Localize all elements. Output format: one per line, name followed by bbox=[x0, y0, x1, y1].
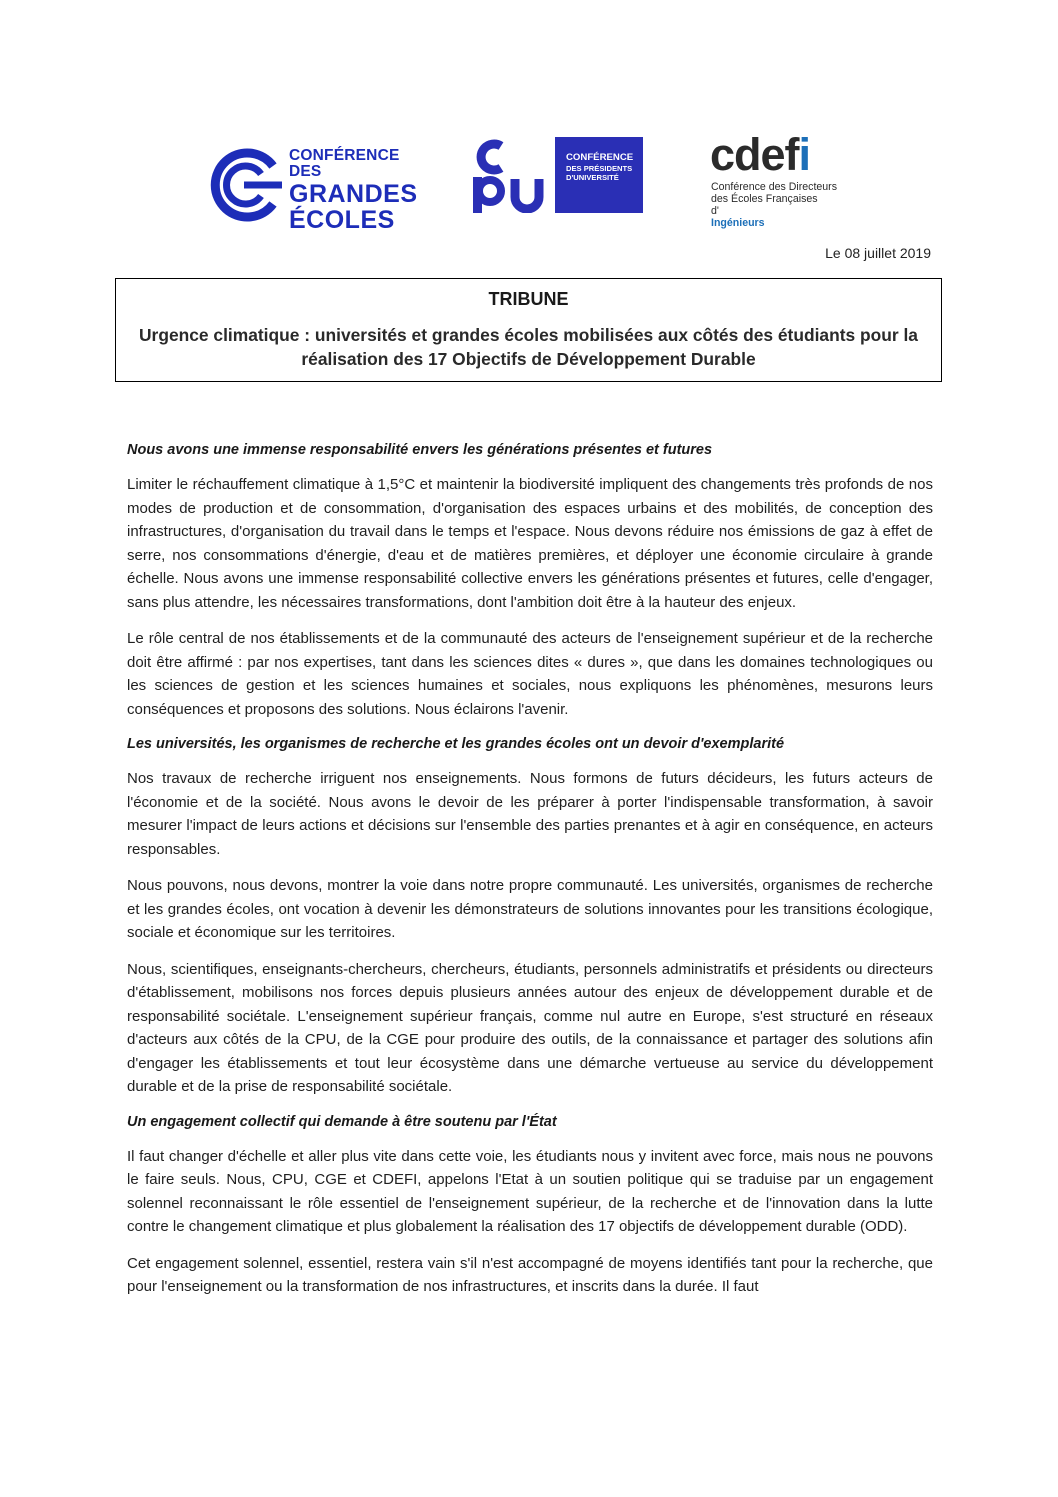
document-date: Le 08 juillet 2019 bbox=[825, 245, 931, 261]
paragraph: Nos travaux de recherche irriguent nos enseignements. Nous formons de futurs décideurs, les futurs acteurs de l'économie et de la société. Nous avons le devoir de les préparer à porter l'indispensable transformation, à savoir mesurer l'impact de leurs actions et décisions sur l'ensemble des parties prenantes et à agir en conséquence, en acteurs responsables. bbox=[127, 770, 933, 858]
paragraph: Le rôle central de nos établissements et de la communauté des acteurs de l'enseignement supérieur et de la recherche doit être affirmé : par nos expertises, tant dans les sciences dites « dures », que dans les domaines technologiques ou les sciences de gestion et les sciences humaines et sociales, nous expliquons les phénomènes, mesurons leurs conséquences et proposons des solutions. Nous éclairons l'avenir. bbox=[127, 630, 933, 718]
cdefi-subtitle bbox=[711, 181, 837, 229]
cge-emblem-icon bbox=[207, 146, 283, 224]
cdefi-word-dark: cdef bbox=[710, 129, 799, 180]
cdefi-logo bbox=[709, 129, 859, 229]
cdefi-line3-blue: Ingénieurs bbox=[711, 217, 765, 229]
cpu-line3: D'UNIVERSITÉ bbox=[566, 173, 619, 183]
cdefi-wordmark bbox=[710, 129, 811, 180]
cge-line3: ÉCOLES bbox=[289, 206, 395, 234]
article-body bbox=[127, 440, 933, 1299]
paragraph: Nous pouvons, nous devons, montrer la voie dans notre propre communauté. Les universités, organismes de recherche et les grandes écoles, ont vocation à devenir les démonstrateurs de solutions innovantes pour les transitions écologique, sociale et économique sur les territoires. bbox=[127, 877, 933, 941]
cpu-wordmark bbox=[555, 137, 643, 213]
paragraph: Limiter le réchauffement climatique à 1,5°C et maintenir la biodiversité impliquent des changements très profonds de nos modes de production et de consommation, d'organisation des espaces urbains et des mobilités, de conception des infrastructures, d'organisation du travail dans le temps et l'espace. Nous devons réduire nos émissions de gaz à effet de serre, nos consommations d'énergie, d'eau et de matières premières, et déployer une économie circulaire à grande échelle. Nous avons une immense responsabilité collective envers les générations présentes et futures, celle d'engager, sans plus attendre, les nécessaires transformations, dont l'ambition doit être à la hauteur des enjeux. bbox=[127, 476, 933, 611]
title-headline: Urgence climatique : universités et grandes écoles mobilisées aux côtés des étudiants pour la réalisation des 17 Objectifs de Développement Durable bbox=[139, 325, 918, 369]
section-heading: Un engagement collectif qui demande à être soutenu par l'État bbox=[127, 1113, 557, 1130]
paragraph: Nous, scientifiques, enseignants-chercheurs, chercheurs, étudiants, personnels administratifs et présidents ou directeurs d'établissement, mobilisons nos forces depuis plusieurs années autour des enjeux de développement durable et de responsabilité sociétale. L'enseignement supérieur français, comme nul autre en Europe, s'est structuré en réseaux d'acteurs aux côtés de la CPU, de la CGE pour produire des outils, de la connaissance et partager des solutions afin d'engager les établissements et tout leur écosystème dans une démarche vertueuse au service du développement durable et de la prise de responsabilité sociétale. bbox=[127, 960, 933, 1095]
cpu-letters-icon bbox=[471, 137, 551, 213]
cge-line1: CONFÉRENCE DES bbox=[289, 147, 400, 180]
section-heading: Nous avons une immense responsabilité envers les générations présentes et futures bbox=[127, 442, 713, 458]
cdefi-line1: Conférence des Directeurs bbox=[711, 181, 838, 193]
paragraph: Cet engagement solennel, essentiel, restera vain s'il n'est accompagné de moyens identifiés tant pour la recherche, que pour l'enseignement ou la transformation de nos infrastructures, et inscrits dans la durée. Il faut bbox=[127, 1254, 933, 1295]
title-kicker: TRIBUNE bbox=[488, 289, 569, 309]
title-box bbox=[115, 278, 942, 382]
cpu-logo bbox=[471, 137, 643, 213]
cge-line2: GRANDES bbox=[289, 180, 418, 208]
cge-wordmark bbox=[289, 148, 422, 234]
cdefi-line3 bbox=[711, 205, 837, 229]
section-heading: Les universités, les organismes de recherche et les grandes écoles ont un devoir d'exemplarité bbox=[127, 736, 785, 752]
cpu-line1: CONFÉRENCE bbox=[566, 152, 634, 163]
paragraph: Il faut changer d'échelle et aller plus vite dans cette voie, les étudiants nous y invitent avec force, mais nous ne pouvons le faire seuls. Nous, CPU, CGE et CDEFI, appelons l'Etat à un soutien politique qui se traduise par un engagement solennel reconnaissant le rôle essentiel de l'enseignement supérieur, de la recherche et de l'innovation dans la lutte contre le changement climatique et plus globalement la réalisation des 17 objectifs de développement durable (ODD). bbox=[127, 1147, 933, 1235]
cdefi-word-blue: i bbox=[798, 129, 811, 180]
cge-logo bbox=[207, 146, 422, 234]
cdefi-line2: des Écoles Françaises bbox=[711, 193, 818, 205]
cdefi-line3-prefix: d' bbox=[711, 205, 719, 217]
cpu-line2: DES PRÉSIDENTS bbox=[566, 163, 633, 173]
